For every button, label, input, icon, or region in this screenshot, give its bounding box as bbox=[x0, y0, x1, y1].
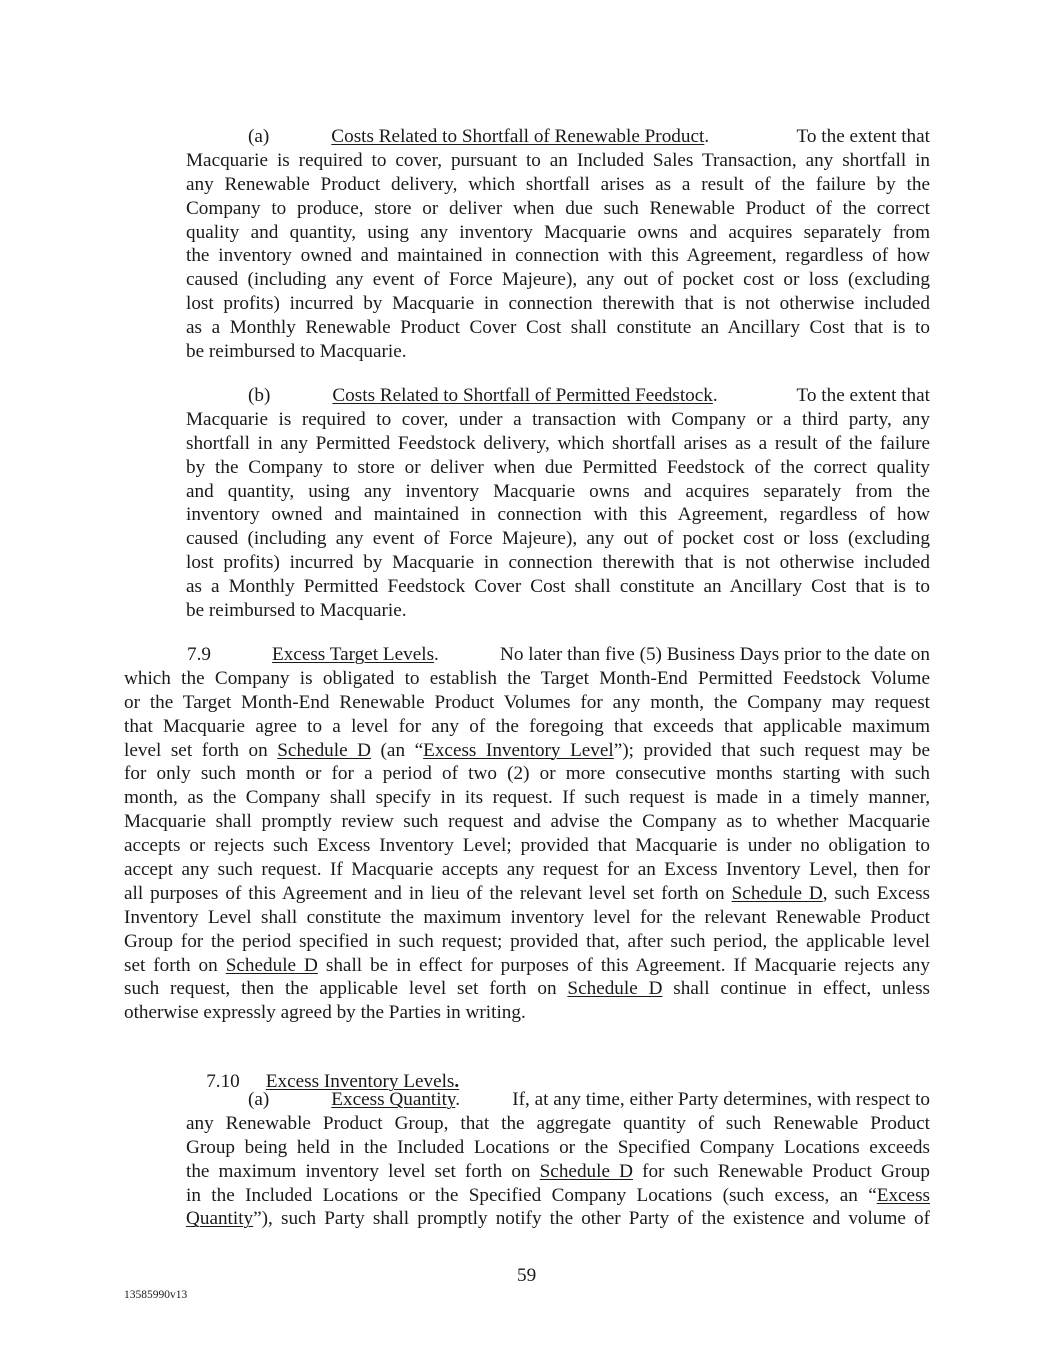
text-line bbox=[124, 954, 930, 978]
section-label: (b) bbox=[248, 385, 271, 406]
text-span: in the Included Locations or the Specified Company Locations (such excess, an “ bbox=[186, 1184, 877, 1206]
document-id: 13585990v13 bbox=[124, 1289, 188, 1301]
text-line bbox=[124, 977, 930, 1001]
text-span: level set forth on bbox=[124, 739, 278, 761]
text-line: which the Company is obligated to establish the Target Month-End Permitted Feedstock Volume bbox=[124, 667, 930, 689]
page-number: 59 bbox=[517, 1265, 537, 1286]
text-span: such request, then the applicable level set forth on bbox=[124, 978, 568, 1000]
schedule-d-link: Schedule D bbox=[225, 954, 318, 976]
text-line: Macquarie is required to cover, under a transaction with Company or a third party, any bbox=[186, 408, 930, 430]
section-label: (a) bbox=[248, 126, 270, 147]
section-heading-line: (b) Costs Related to Shortfall of Permitted Feedstock. To the extent that bbox=[248, 385, 930, 406]
text-line: otherwise expressly agreed by the Parties in writing. bbox=[124, 1002, 526, 1024]
text-line: Inventory Level shall constitute the maximum inventory level for the relevant Renewable Product bbox=[124, 906, 930, 928]
defined-term-excess-quantity: Quantity bbox=[186, 1208, 254, 1230]
section-heading-line: (a) Excess Quantity. If, at any time, either Party determines, with respect to bbox=[248, 1089, 930, 1110]
text-span: ”); provided that such request may be bbox=[613, 739, 930, 761]
text-line: or the Target Month-End Renewable Product Volumes for any month, the Company may request bbox=[124, 691, 930, 713]
text-line: Macquarie shall promptly review such request and advise the Company as to whether Macquarie bbox=[124, 811, 930, 833]
text-line: that Macquarie agree to a level for any of the foregoing that exceeds that applicable maximum bbox=[124, 715, 930, 737]
text-line: any Renewable Product delivery, which shortfall arises as a result of the failure by the bbox=[186, 173, 930, 195]
text-line: as a Monthly Renewable Product Cover Cost shall constitute an Ancillary Cost that is to bbox=[186, 317, 930, 339]
text-line bbox=[186, 1184, 930, 1208]
section-title: Costs Related to Shortfall of Renewable Product bbox=[331, 126, 705, 147]
text-span: the maximum inventory level set forth on bbox=[186, 1160, 540, 1182]
text-line: quality and quantity, using any inventory Macquarie owns and acquires separately from bbox=[186, 221, 930, 243]
text-line: Group being held in the Included Locations or the Specified Company Locations exceeds bbox=[186, 1136, 930, 1158]
section-title: Excess Quantity bbox=[331, 1089, 456, 1110]
text-line bbox=[124, 882, 930, 906]
text-span: (an “ bbox=[371, 739, 424, 761]
text-span: shall continue in effect, unless bbox=[662, 978, 930, 1000]
schedule-d-link: Schedule D bbox=[567, 978, 663, 1000]
section-title: Costs Related to Shortfall of Permitted Feedstock bbox=[332, 385, 713, 406]
section-7-9 bbox=[124, 643, 930, 1025]
text-line: be reimbursed to Macquarie. bbox=[186, 341, 407, 363]
text-line: be reimbursed to Macquarie. bbox=[186, 600, 407, 622]
section-7-8-a bbox=[186, 125, 930, 364]
schedule-d-link: Schedule D bbox=[277, 739, 371, 761]
text-line bbox=[124, 739, 930, 763]
text-line: lost profits) incurred by Macquarie in connection therewith that is not otherwise included bbox=[186, 552, 930, 574]
text-line: lost profits) incurred by Macquarie in connection therewith that is not otherwise included bbox=[186, 293, 930, 315]
defined-term-excess-inventory-level: Excess Inventory Level bbox=[423, 739, 614, 761]
text-line: Group for the period specified in such request; provided that, after such period, the applicable level bbox=[124, 930, 930, 952]
text-line: by the Company to store or deliver when due Permitted Feedstock of the correct quality bbox=[186, 456, 930, 478]
section-label: (a) bbox=[248, 1089, 270, 1110]
text-line bbox=[186, 1207, 930, 1231]
text-span: set forth on bbox=[124, 954, 226, 976]
text-line: accept any such request. If Macquarie accepts any request for an Excess Inventory Level, then for bbox=[124, 859, 930, 881]
section-label: 7.9 bbox=[187, 644, 211, 665]
text-line: caused (including any event of Force Majeure), any out of pocket cost or loss (excluding bbox=[186, 269, 930, 291]
text-span: all purposes of this Agreement and in lieu of the relevant level set forth on bbox=[124, 882, 732, 904]
section-title: Excess Target Levels bbox=[271, 644, 435, 665]
text-line: If, at any time, either Party determines, with respect to bbox=[512, 1089, 930, 1110]
text-line: accepts or rejects such Excess Inventory Level; provided that Macquarie is under no obligation to bbox=[124, 835, 930, 857]
section-title-text: Excess Inventory Levels bbox=[265, 1070, 455, 1092]
text-line: as a Monthly Permitted Feedstock Cover Cost shall constitute an Ancillary Cost that is to bbox=[186, 576, 930, 598]
text-line: To the extent that bbox=[796, 126, 930, 147]
text-line: Macquarie is required to cover, pursuant to an Included Sales Transaction, any shortfall in bbox=[186, 149, 930, 171]
text-line: any Renewable Product Group, that the aggregate quantity of such Renewable Product bbox=[186, 1112, 930, 1134]
text-line: Company to produce, store or deliver when due such Renewable Product of the correct bbox=[186, 197, 930, 219]
text-span: for such Renewable Product Group bbox=[632, 1160, 930, 1182]
schedule-d-link: Schedule D bbox=[731, 882, 823, 904]
text-line: and quantity, using any inventory Macquarie owns and acquires separately from the bbox=[186, 480, 930, 502]
section-heading-line: (a) Costs Related to Shortfall of Renewable Product. To the extent that bbox=[248, 126, 930, 147]
section-7-10-a bbox=[186, 1088, 930, 1231]
text-line: shortfall in any Permitted Feedstock delivery, which shortfall arises as a result of the failure bbox=[186, 432, 930, 454]
defined-term-excess-quantity: Excess bbox=[876, 1184, 930, 1206]
text-span: ”), such Party shall promptly notify the other Party of the existence and volume of bbox=[253, 1208, 930, 1230]
text-span: , such Excess bbox=[822, 882, 930, 904]
text-line: for only such month or for a period of two (2) or more consecutive months starting with such bbox=[124, 763, 930, 785]
text-line: No later than five (5) Business Days prior to the date on bbox=[499, 644, 930, 665]
text-line: month, as the Company shall specify in its request. If such request is made in a timely manner, bbox=[124, 787, 930, 809]
section-heading-line: 7.9 Excess Target Levels. No later than five (5) Business Days prior to the date on bbox=[187, 644, 930, 665]
text-line: caused (including any event of Force Majeure), any out of pocket cost or loss (excluding bbox=[186, 528, 930, 550]
text-line bbox=[186, 1160, 930, 1184]
section-title-suffix: . bbox=[454, 1070, 460, 1092]
text-line: To the extent that bbox=[796, 385, 930, 406]
text-span: shall be in effect for purposes of this Agreement. If Macquarie rejects any bbox=[317, 954, 930, 976]
section-label: 7.10 bbox=[206, 1070, 240, 1092]
text-line: inventory owned and maintained in connection with this Agreement, regardless of how bbox=[186, 504, 930, 526]
text-line: the inventory owned and maintained in connection with this Agreement, regardless of how bbox=[186, 245, 930, 267]
schedule-d-link: Schedule D bbox=[539, 1160, 633, 1182]
section-7-8-b bbox=[186, 384, 930, 623]
